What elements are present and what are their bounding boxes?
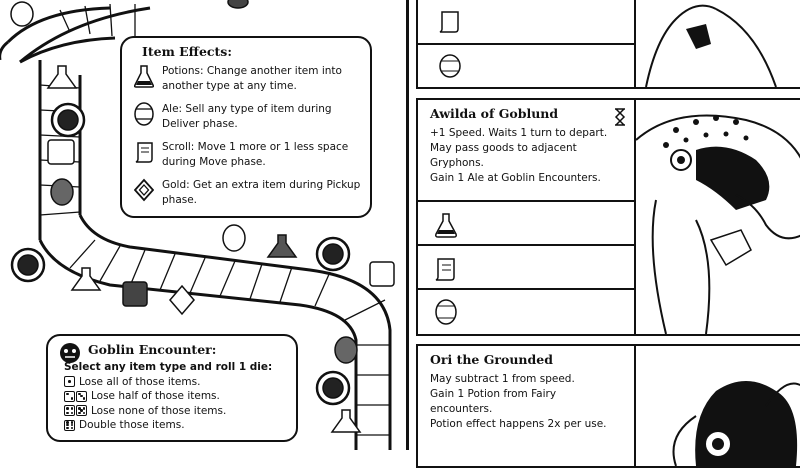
encounter-result-row bbox=[64, 389, 272, 404]
ability-line: encounters. bbox=[430, 403, 493, 415]
ability-line: Gain 1 Potion from Fairy bbox=[430, 388, 557, 400]
portrait-illustration bbox=[636, 346, 800, 466]
effect-scroll-text: Scroll: Move 1 more or 1 less space during Move phase. bbox=[162, 141, 349, 168]
effect-row-gold bbox=[134, 178, 370, 208]
game-board bbox=[0, 0, 400, 450]
encounter-result-row bbox=[64, 375, 272, 390]
ale-barrel-icon bbox=[134, 102, 154, 126]
ability-line: Gryphons. bbox=[430, 157, 484, 169]
portrait-illustration bbox=[636, 100, 800, 334]
character-card-partial bbox=[416, 0, 800, 89]
item-effects-title: Item Effects: bbox=[142, 44, 232, 59]
scroll-icon bbox=[134, 140, 154, 164]
card-slot-divider bbox=[418, 43, 634, 45]
character-portrait-partial bbox=[634, 0, 800, 87]
portrait-illustration bbox=[636, 0, 800, 87]
encounter-result-row bbox=[64, 418, 272, 433]
character-name: Awilda of Goblund bbox=[430, 106, 559, 121]
goblin-encounter-panel bbox=[46, 334, 298, 442]
card-slot-divider bbox=[418, 244, 634, 246]
potion-icon bbox=[434, 212, 458, 240]
ability-line: Potion effect happens 2x per use. bbox=[430, 418, 607, 430]
card-slot-divider bbox=[418, 200, 634, 202]
character-portrait-ori bbox=[634, 346, 800, 466]
goblin-encounter-instruction: Select any item type and roll 1 die: bbox=[64, 361, 273, 373]
effect-row-ale bbox=[134, 102, 370, 132]
board-barrel-icon bbox=[11, 2, 33, 26]
die-one-icon bbox=[64, 376, 75, 387]
board-barrel-icon bbox=[335, 337, 357, 363]
character-card-awilda bbox=[416, 98, 800, 336]
die-two-icon bbox=[64, 391, 75, 402]
board-barrel-icon bbox=[51, 179, 73, 205]
effect-row-potion bbox=[134, 64, 370, 94]
potion-icon bbox=[134, 64, 154, 88]
effect-row-scroll bbox=[134, 140, 370, 170]
board-divider bbox=[406, 0, 409, 450]
character-name: Ori the Grounded bbox=[430, 352, 553, 367]
character-ability-text bbox=[430, 126, 607, 186]
die-six-icon bbox=[64, 420, 75, 431]
character-card-ori bbox=[416, 344, 800, 468]
ale-barrel-icon bbox=[438, 53, 462, 79]
die-three-icon bbox=[76, 391, 87, 402]
ability-line: +1 Speed. Waits 1 turn to depart. bbox=[430, 127, 608, 139]
scroll-icon bbox=[438, 9, 462, 35]
encounter-result-text: Lose all of those items. bbox=[79, 375, 201, 388]
character-portrait-awilda bbox=[634, 100, 800, 334]
item-effects-panel bbox=[120, 36, 372, 218]
encounter-result-text: Double those items. bbox=[79, 419, 185, 431]
ability-line: May pass goods to adjacent bbox=[430, 142, 577, 154]
goblin-encounter-title: Goblin Encounter: bbox=[88, 342, 217, 357]
effect-ale-text: Ale: Sell any type of item during Deliver phase. bbox=[162, 103, 332, 130]
card-slot-divider bbox=[418, 288, 634, 290]
hourglass-icon bbox=[614, 108, 626, 126]
scroll-icon bbox=[434, 256, 458, 284]
board-barrel-icon bbox=[223, 225, 245, 251]
gold-icon bbox=[134, 178, 154, 202]
character-ability-text bbox=[430, 372, 607, 432]
die-five-icon bbox=[76, 405, 87, 416]
effect-gold-text: Gold: Get an extra item during Pickup phase. bbox=[162, 179, 361, 206]
ale-barrel-icon bbox=[434, 298, 458, 326]
ability-line: Gain 1 Ale at Goblin Encounters. bbox=[430, 172, 601, 184]
effect-potion-text: Potions: Change another item into another type at any time. bbox=[162, 65, 342, 92]
die-four-icon bbox=[64, 405, 75, 416]
encounter-result-text: Lose none of those items. bbox=[91, 404, 227, 417]
encounter-result-row bbox=[64, 404, 272, 419]
encounter-result-text: Lose half of those items. bbox=[91, 390, 220, 402]
ability-line: May subtract 1 from speed. bbox=[430, 373, 575, 385]
